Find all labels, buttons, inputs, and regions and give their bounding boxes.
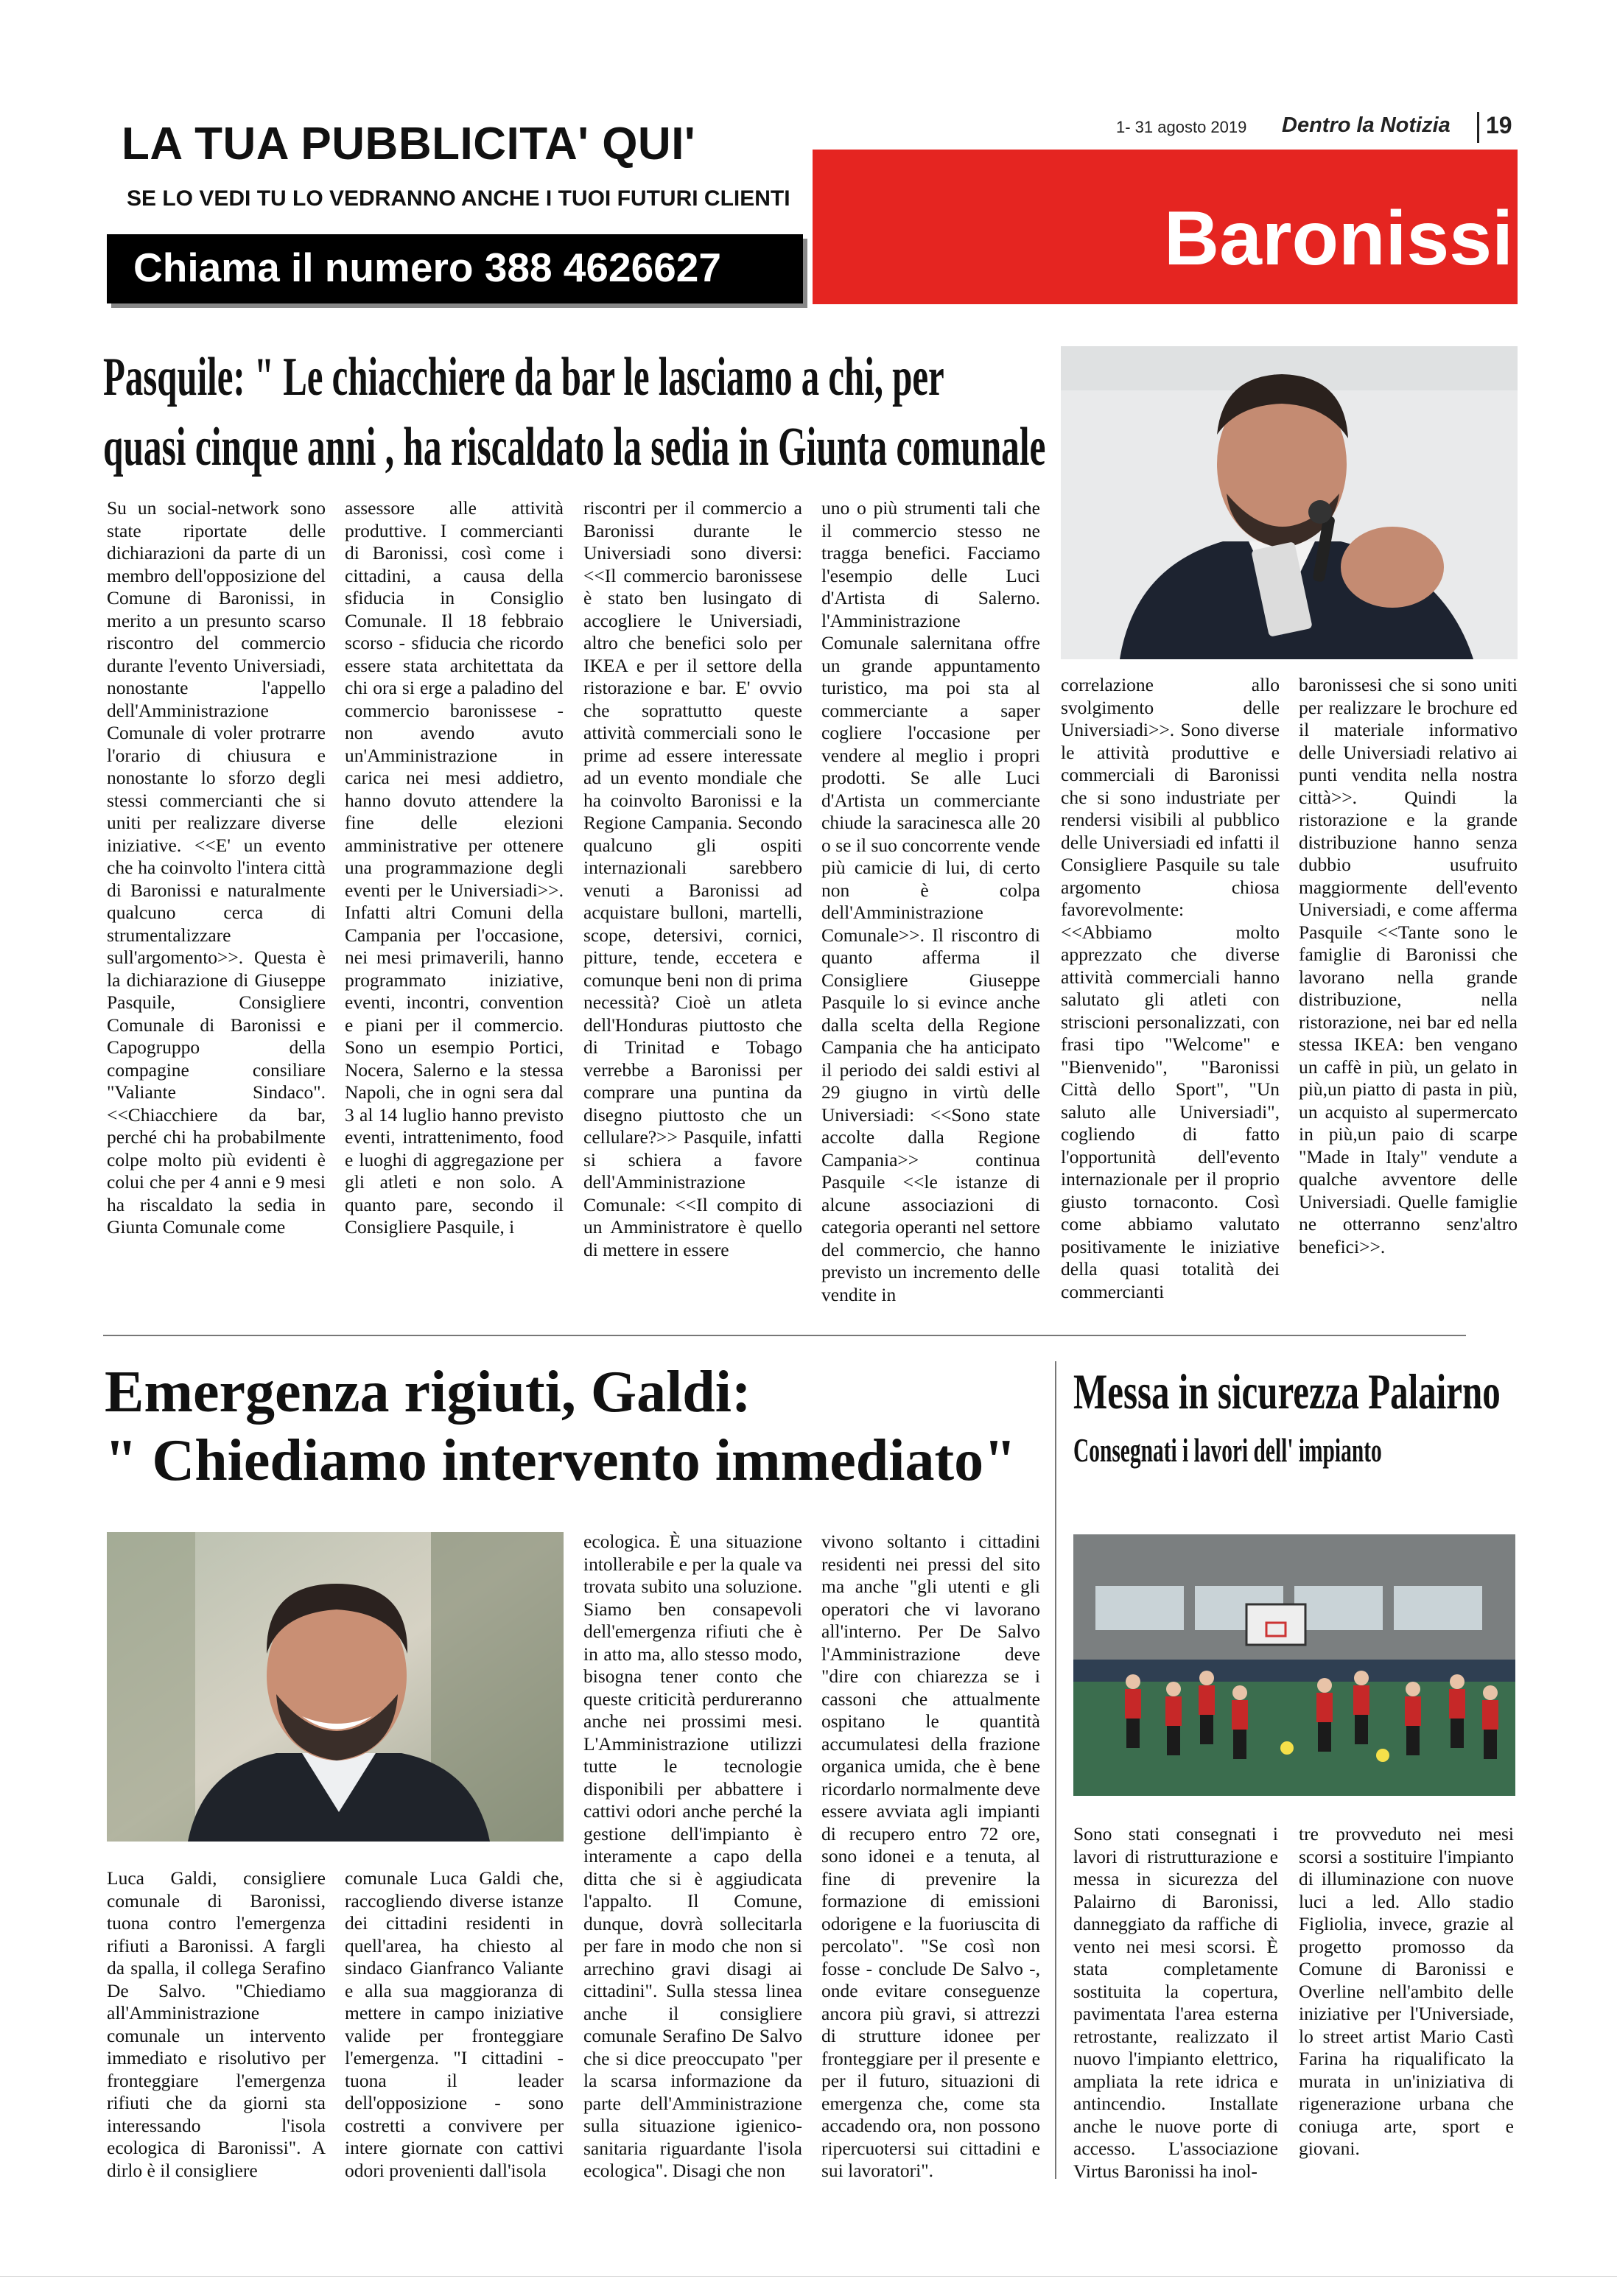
bottom-rule [0,2276,1617,2277]
article2-col-2: comunale Luca Galdi che, raccogliendo diverse istanze dei cittadini residenti in quell'area, ha chiesto al sindaco Gianfranco Valiante e alla sua maggioranza di mettere in campo iniziative valide per fronteggiare l'emergenza. "I cittadini - tuona il leader dell'opposizione - sono costretti a convivere per intere giornate con cattivi odori provenienti dall'isola [345,1867,564,2181]
article1-col-1: Su un social-network sono state riportate delle dichiarazioni da parte di un membro dell'opposizione del Comune di Baronissi, in merito a un presunto scarso riscontro del commercio durante l'evento Universiadi, nonostante l'appello dell'Amministrazione Comunale di voler protrarre l'orario di chiusura e nonostante lo sforzo degli stessi commercianti che si uniti per realizzare diverse iniziative. <<E' un evento che ha coinvolto l'intera città di Baronissi e naturalmente qualcuno cerca di strumentalizzare sull'argomento>>. Questa è la dichiarazione di Giuseppe Pasquile, Consigliere Comunale di Baronissi e Capogruppo della compagine consiliare "Valiante Sindaco". <<Chiacchiere da bar, perché chi ha probabilmente colpe molto più evidenti è colui che per 4 anni e 9 mesi ha riscaldato la sedia in Giunta Comunale come [107,497,326,1237]
section-title: Baronissi [1164,196,1513,281]
article1-col-6: baronissesi che si sono uniti per realizzare le brochure ed il materiale informativo delle Universiadi relativo ai punti vendita nella nostra città>>. Quindi la ristorazione e la grande distribuzione hanno senza dubbio usufruito maggiormente dell'evento Universiadi, e come afferma Pasquile <<Tante sono le famiglie di Baronissi che lavorano nella grande distribuzione, nella ristorazione, nei bar ed nella stessa IKEA: ben vengano un caffè in più, un gelato in più,un piatto di pasta in più, un acquisto al supermercato in più,un paio di scarpe "Made in Italy" vendute a qualche avventore delle Universiadi. Quelle famiglie ne otterranno senz'altro benefici>>. [1299,674,1518,1257]
article3-col-2: tre provveduto nei mesi scorsi a sostituire l'impianto di illuminazione con nuove luci a led. Allo stadio Figliolia, invece, grazie al progetto promosso da Comune di Baronissi e Overline nell'ambito delle iniziative per l'Universiade, lo street artist Mario Castì Farina ha riqualificato la murata in un'iniziativa di rigenerazione urbana che coniuga arte, sport e giovani. [1299,1823,1514,2159]
article2-col-3: ecologica. È una situazione intollerabile e per la quale va trovata subito una soluzione. Siamo ben consapevoli dell'emergenza rifiuti che è in atto ma, allo stesso modo, bisogna tener conto che queste criticità perdureranno anche nei prossimi mesi. L'Amministrazione utilizzi tutte le tecnologie disponibili per abbattere i cattivi odori anche perché la gestione dell'impianto è interamente a capo della ditta che si è aggiudicata l'appalto. Il Comune, dunque, dovrà sollecitarla per fare in modo che non si arrechino gravi disagi ai cittadini". Sulla stessa linea anche il consigliere comunale Serafino De Salvo che si dice preoccupato "per la scarsa informazione da parte dell'Amministrazione sulla situazione igienico-sanitaria riguardante l'isola ecologica". Disagi che non [583,1531,802,2181]
page-number: 19 [1486,112,1512,138]
subheadline-palairno: Consegnati i lavori dell' impianto [1073,1431,1382,1469]
article2-col-4: vivono soltanto i cittadini residenti nei pressi del sito ma anche "gli utenti e gli operatori che vi lavorano all'interno. Per De Salvo l'Amministrazione deve "dire con chiarezza se i cassoni che attualmente ospitano le quantità accumulatesi della frazione organica umida, che è bene ricordarlo normalmente deve essere avviata agli impianti di recupero entro 72 ore, sono idonei e a tenuta, al fine di prevenire la formazione di emissioni odorigene e la fuoriuscita di percolato". "Se così non fosse - conclude De Salvo -, onde evitare conseguenze ancora più gravi, si attrezzi di strutture idonee per fronteggiare per il presente e per il futuro, situazioni di emergenza che, come sta accadendo ora, non possono ripercuotersi sui cittadini e sui lavoratori". [821,1531,1040,2181]
photo-palairno [1073,1534,1515,1796]
article2-col-1: Luca Galdi, consigliere comunale di Baronissi, tuona contro l'emergenza rifiuti a Baronissi. A fargli da spalla, il collega Serafino De Salvo. "Chiediamo all'Amministrazione comunale un intervento immediato e risolutivo per fronteggiare l'emergenza rifiuti che da giorni sta interessando l'isola ecologica di Baronissi". A dirlo è il consigliere [107,1867,326,2181]
ad-phone: Chiama il numero 388 4626627 [133,245,721,290]
headline-galdi-1: Emergenza rigiuti, Galdi: [105,1360,751,1425]
headline-line-2: quasi cinque anni , ha riscaldato la sedia in Giunta comunale [103,417,1046,477]
headline-palairno: Messa in sicurezza Palairno [1073,1363,1501,1419]
article1-col-5: correlazione allo svolgimento delle Universiadi>>. Sono diverse le attività produttive e commerciali di Baronissi che si sono industriate per rendersi visibili al pubblico delle Universiadi ed infatti il Consigliere Pasquile su tale argomento chiosa favorevolmente: <<Abbiamo molto apprezzato che diverse attività commerciali hanno salutato gli atleti con striscioni personalizzati, con frasi tipo "Welcome" e "Bienvenido", "Baronissi Città dello Sport", "Un saluto alle Universiadi", cogliendo di fatto l'opportunità dell'evento internazionale per il proprio giusto tornaconto. Così come abbiamo valutato positivamente le iniziative della quasi totalità dei commercianti [1061,674,1280,1302]
paper-name: Dentro la Notizia [1282,113,1451,137]
masthead-divider [1477,112,1479,143]
headline-line-1: Pasquile: " Le chiacchiere da bar le lasciamo a chi, per [103,347,944,407]
photo-galdi [107,1532,564,1842]
photo-pasquile [1061,346,1518,659]
column-divider [1055,1361,1056,2179]
article1-col-4: uno o più strumenti tali che il commercio stesso ne tragga benefici. Facciamo l'esempio delle Luci d'Artista di Salerno. l'Amministrazione Comunale salernitana offre un grande appuntamento turistico, ma poi sta al commerciante a saper cogliere l'occasione per vendere al meglio i propri prodotti. Se alle Luci d'Artista un commerciante chiude la saracinesca alle 20 o se il suo concorrente vende più camicie di lui, di certo non è colpa dell'Amministrazione Comunale>>. Il riscontro di quanto afferma il Consigliere Giuseppe Pasquile lo si evince anche dalla scelta della Regione Campania che ha anticipato il periodo dei saldi estivi al 29 giugno in virtù delle Universiadi: <<Sono state accolte dalla Regione Campania>> continua Pasquile <<le istanze di alcune associazioni di categoria operanti nel settore del commercio, che hanno previsto un incremento delle vendite in [821,497,1040,1305]
article3-col-1: Sono stati consegnati i lavori di ristrutturazione e messa in sicurezza del Palairno di Baronissi, danneggiato da raffiche di vento nei mesi scorsi. È stata completamente sostituita la copertura, pavimentata l'area esterna retrostante, realizzato il nuovo l'impianto elettrico, ampliata la rete idrica e antincendio. Installate anche le nuove porte di accesso. L'associazione Virtus Baronissi ha inol- [1073,1823,1278,2182]
ad-title: LA TUA PUBBLICITA' QUI' [122,119,696,169]
ad-phone-bar [107,234,803,303]
ad-subtitle: SE LO VEDI TU LO VEDRANNO ANCHE I TUOI FUTURI CLIENTI [127,186,790,211]
article1-col-3: riscontri per il commercio a Baronissi durante le Universiadi sono diversi: <<Il commercio baronissese è stato ben lusingato di accogliere le Universiadi, altro che benefici solo per IKEA e per il settore della ristorazione e bar. E' ovvio che soprattutto queste attività commerciali sono le prime ad essere interessate ad un evento mondiale che ha coinvolto Baronissi e la Regione Campania. Secondo qualcuno gli ospiti internazionali sarebbero venuti a Baronissi ad acquistare bulloni, martelli, scope, detersivi, cornici, pitture, tende, eccetera e comunque beni non di prima necessità? Cioè un atleta dell'Honduras piuttosto che di Trinitad e Tobago verrebbe a Baronissi per comprare una puntina da disegno piuttosto che un cellulare?>> Pasquile, infatti si schiera a favore dell'Amministrazione Comunale: <<Il compito di un Amministratore è quello di mettere in essere [583,497,802,1260]
issue-date: 1- 31 agosto 2019 [1116,118,1247,136]
section-banner [813,150,1518,304]
article1-col-2: assessore alle attività produttive. I commercianti di Baronissi, così come i cittadini, a causa della sfiducia in Consiglio Comunale. Il 18 febbraio scorso - sfiducia che ricordo essere stata architettata da chi ora si erge a paladino del commercio baronissese - non avendo avuto un'Amministrazione in carica nei mesi addietro, hanno dovuto attendere la fine delle elezioni amministrative per ottenere una programmazione degli eventi per le Universiadi>>. Infatti altri Comuni della Campania per l'occasione, nei mesi primaverili, hanno programmato iniziative, eventi, incontri, convention e piani per il commercio. Sono un esempio Portici, Nocera, Salerno e la stessa Napoli, che in ogni sera dal 3 al 14 luglio hanno previsto eventi, intrattenimento, food e luoghi di aggregazione per gli atleti e non solo. A quanto pare, secondo il Consigliere Pasquile, i [345,497,564,1237]
section-divider [103,1335,1466,1336]
headline-galdi-2: " Chiediamo intervento immediato" [105,1428,1017,1493]
